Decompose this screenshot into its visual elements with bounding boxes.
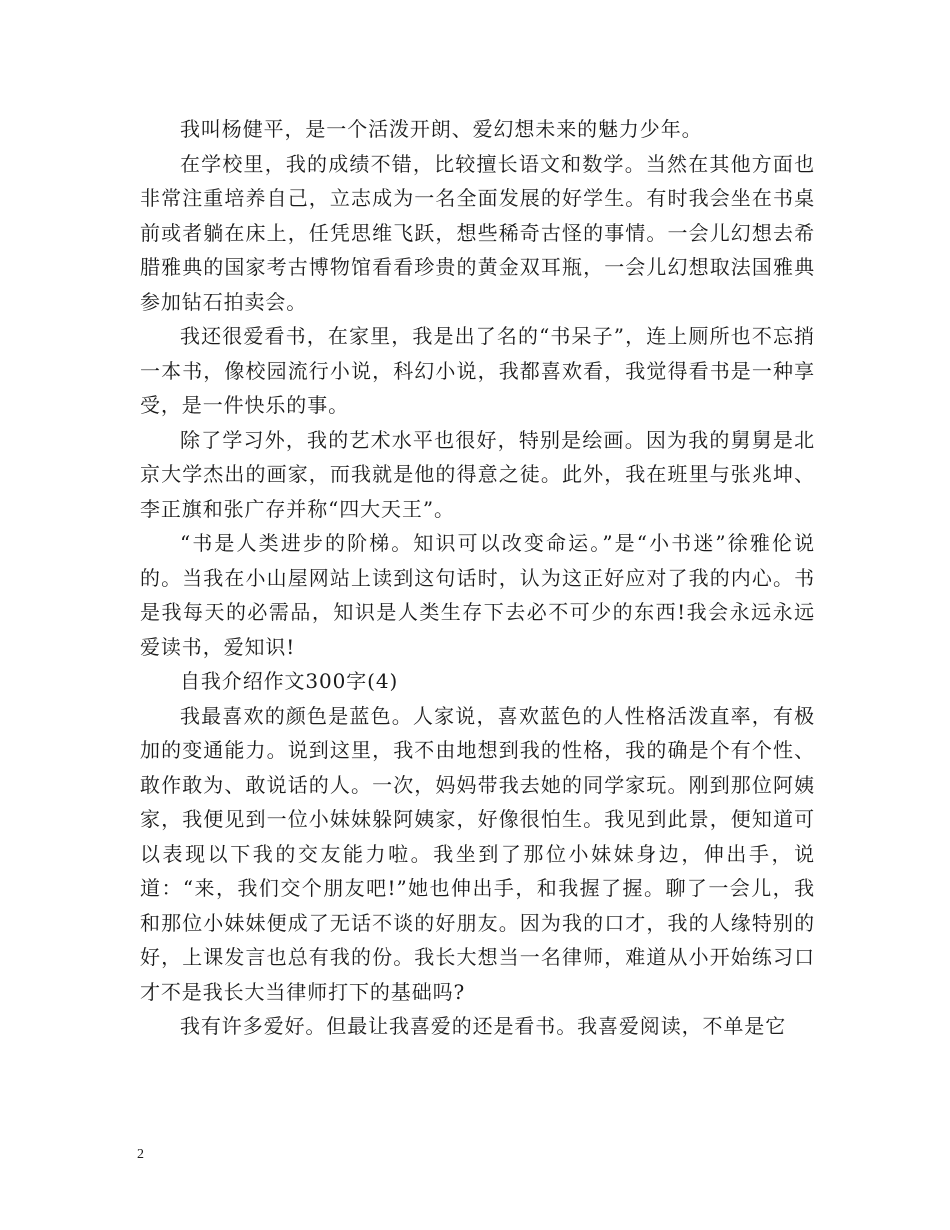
paragraph-school: 在学校里，我的成绩不错，比较擅长语文和数学。当然在其他方面也非常注重培养自己，立志成为一名全面发展的好学生。有时我会坐在书桌前或者躺在床上，任凭思维飞跃，想些稀奇古怪的事情。一会儿幻想去希腊雅典的国家考古博物馆看看珍贵的黄金双耳瓶，一会儿幻想取法国雅典参加钻石拍卖会。 bbox=[140, 151, 815, 314]
paragraph-art: 除了学习外，我的艺术水平也很好，特别是绘画。因为我的舅舅是北京大学杰出的画家，而我就是他的得意之徒。此外，我在班里与张兆坤、李正旗和张广存并称“四大天王”。 bbox=[140, 427, 815, 521]
paragraph-quote: “书是人类进步的阶梯。知识可以改变命运。”是“小书迷”徐雅伦说的。当我在小山屋网站上读到这句话时，认为这正好应对了我的内心。书是我每天的必需品，知识是人类生存下去必不可少的东西!我会永远永远爱读书，爱知识! bbox=[140, 531, 815, 659]
body-text bbox=[140, 112, 815, 1044]
paragraph-intro: 我叫杨健平，是一个活泼开朗、爱幻想未来的魅力少年。 bbox=[180, 117, 703, 141]
page-number: 2 bbox=[137, 1147, 144, 1162]
paragraph-hobbies: 我有许多爱好。但最让我喜爱的还是看书。我喜爱阅读，不单是它 bbox=[180, 1014, 787, 1038]
paragraph-blue: 我最喜欢的颜色是蓝色。人家说，喜欢蓝色的人性格活泼直率，有极加的变通能力。说到这里，我不由地想到我的性格，我的确是个有个性、敢作敢为、敢说话的人。一次，妈妈带我去她的同学家玩。刚到那位阿姨家，我便见到一位小妹妹躲阿姨家，好像很怕生。我见到此景，便知道可以表现以下我的交友能力啦。我坐到了那位小妹妹身边，伸出手，说道：“来，我们交个朋友吧!”她也伸出手，和我握了握。聊了一会儿，我和那位小妹妹便成了无话不谈的好朋友。因为我的口才，我的人缘特别的好，上课发言也总有我的份。我长大想当一名律师，难道从小开始练习口才不是我长大当律师打下的基础吗? bbox=[140, 703, 815, 1004]
section-heading: 自我介绍作文300字(4) bbox=[180, 669, 399, 693]
paragraph-reading: 我还很爱看书，在家里，我是出了名的“书呆子”，连上厕所也不忘捎一本书，像校园流行小说，科幻小说，我都喜欢看，我觉得看书是一种享受，是一件快乐的事。 bbox=[140, 324, 815, 417]
